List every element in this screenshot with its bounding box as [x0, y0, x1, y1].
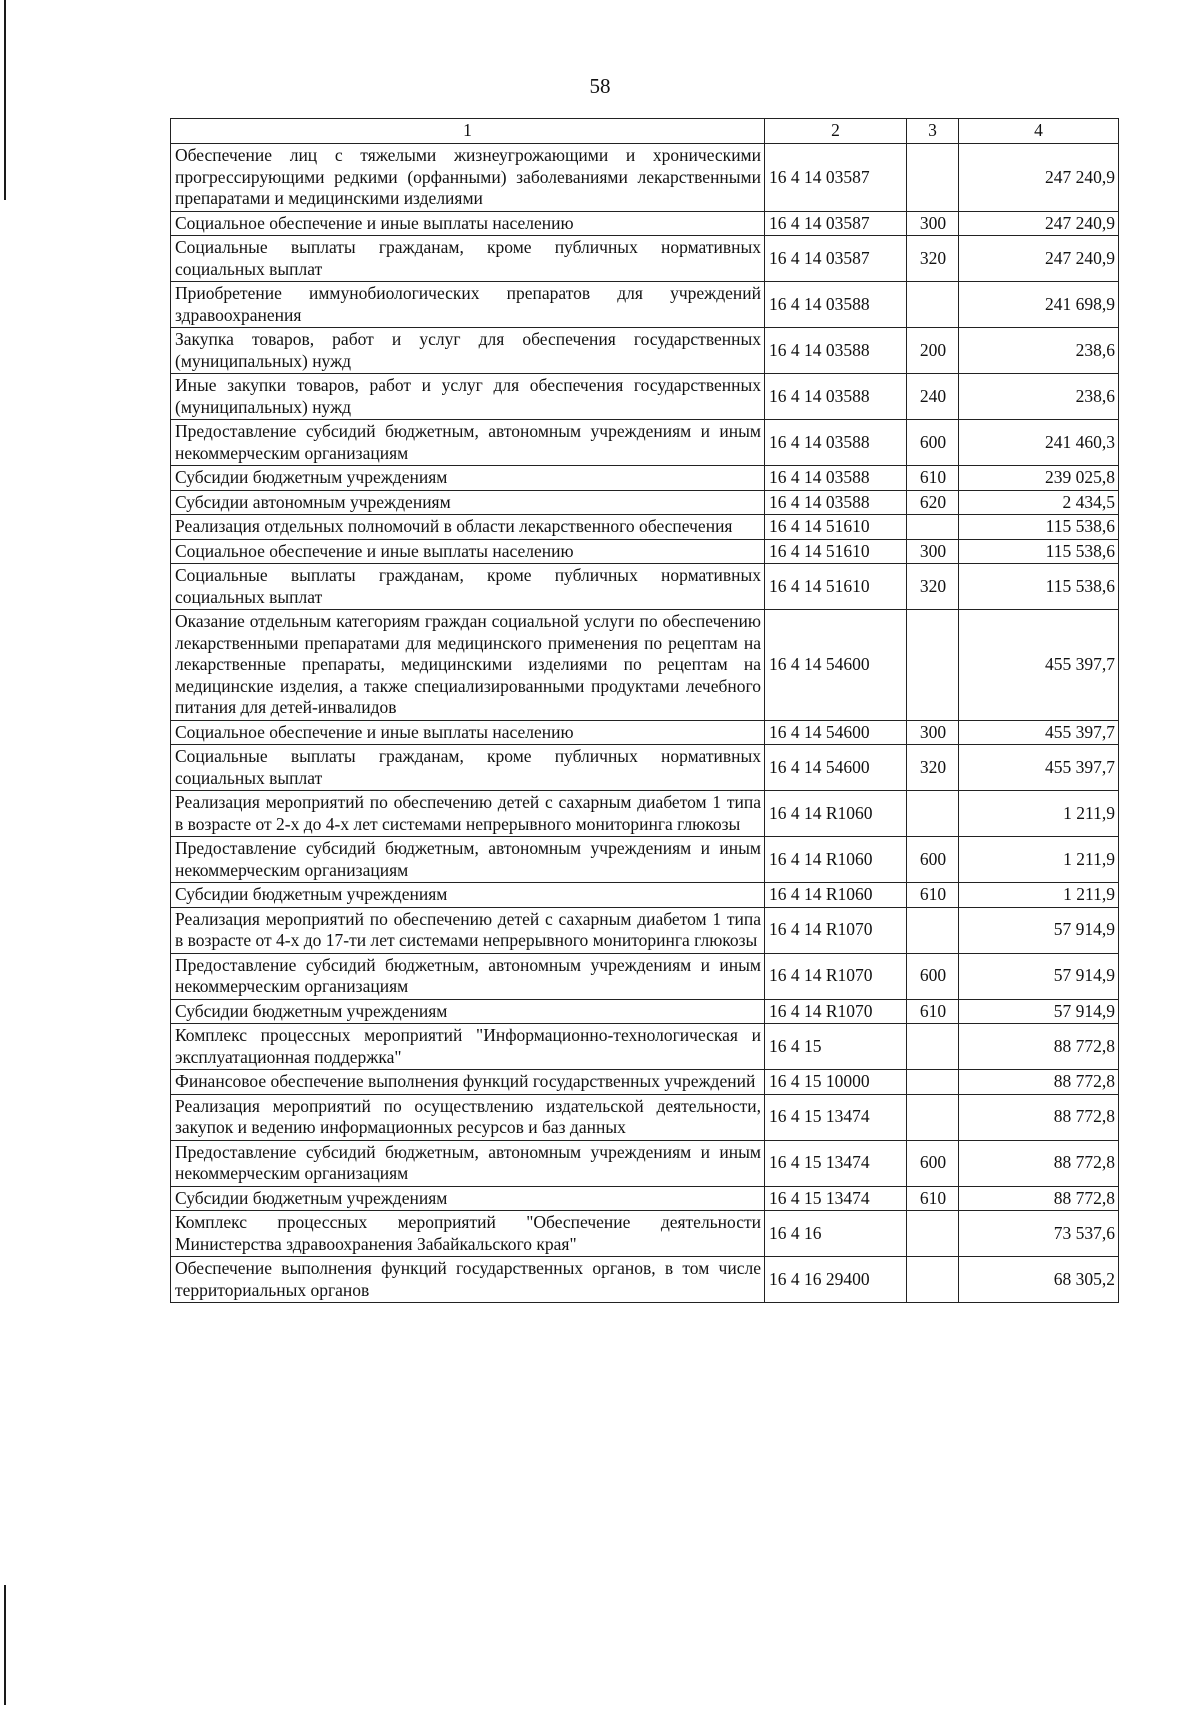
row-name-cell: Субсидии бюджетным учреждениям [171, 466, 765, 491]
row-kvr-cell: 600 [907, 953, 959, 999]
row-name-cell: Субсидии бюджетным учреждениям [171, 1186, 765, 1211]
table-row [171, 420, 1119, 466]
table-row [171, 1211, 1119, 1257]
row-kvr-cell: 320 [907, 745, 959, 791]
row-kvr-cell [907, 1094, 959, 1140]
row-code-cell: 16 4 14 03587 [765, 236, 907, 282]
row-name-cell: Обеспечение лиц с тяжелыми жизнеугрожающими и хроническими прогрессирующими редкими (орфанными) заболеваниями лекарственными препаратами и медицинскими изделиями [171, 144, 765, 212]
row-kvr-cell [907, 791, 959, 837]
row-name-cell: Комплекс процессных мероприятий "Обеспечение деятельности Министерства здравоохранения Забайкальского края" [171, 1211, 765, 1257]
row-amount-cell: 1 211,9 [959, 791, 1119, 837]
table-row [171, 907, 1119, 953]
row-code-cell: 16 4 14 R1060 [765, 791, 907, 837]
row-kvr-cell: 300 [907, 211, 959, 236]
column-header-name: 1 [171, 119, 765, 144]
row-name-cell: Обеспечение выполнения функций государственных органов, в том числе территориальных органов [171, 1257, 765, 1303]
table-row [171, 999, 1119, 1024]
row-kvr-cell [907, 610, 959, 721]
table-row [171, 610, 1119, 721]
row-kvr-cell: 620 [907, 490, 959, 515]
table-row [171, 328, 1119, 374]
table-row [171, 1024, 1119, 1070]
row-amount-cell: 238,6 [959, 328, 1119, 374]
row-kvr-cell [907, 282, 959, 328]
row-code-cell: 16 4 14 03588 [765, 466, 907, 491]
row-name-cell: Реализация отдельных полномочий в области лекарственного обеспечения [171, 515, 765, 540]
row-amount-cell: 247 240,9 [959, 211, 1119, 236]
column-header-code: 2 [765, 119, 907, 144]
row-amount-cell: 88 772,8 [959, 1140, 1119, 1186]
row-name-cell: Социальное обеспечение и иные выплаты населению [171, 720, 765, 745]
row-name-cell: Иные закупки товаров, работ и услуг для обеспечения государственных (муниципальных) нужд [171, 374, 765, 420]
row-kvr-cell [907, 1070, 959, 1095]
row-kvr-cell: 600 [907, 420, 959, 466]
table-row [171, 144, 1119, 212]
row-code-cell: 16 4 15 10000 [765, 1070, 907, 1095]
row-kvr-cell: 320 [907, 564, 959, 610]
row-code-cell: 16 4 14 03588 [765, 282, 907, 328]
row-kvr-cell: 300 [907, 720, 959, 745]
row-amount-cell: 88 772,8 [959, 1024, 1119, 1070]
row-code-cell: 16 4 14 54600 [765, 745, 907, 791]
row-code-cell: 16 4 15 13474 [765, 1186, 907, 1211]
row-amount-cell: 88 772,8 [959, 1070, 1119, 1095]
row-kvr-cell: 610 [907, 999, 959, 1024]
row-amount-cell: 73 537,6 [959, 1211, 1119, 1257]
row-code-cell: 16 4 15 13474 [765, 1140, 907, 1186]
row-amount-cell: 57 914,9 [959, 999, 1119, 1024]
row-code-cell: 16 4 14 51610 [765, 539, 907, 564]
row-amount-cell: 247 240,9 [959, 144, 1119, 212]
table-row [171, 1070, 1119, 1095]
row-name-cell: Реализация мероприятий по осуществлению издательской деятельности, закупок и ведению информационных ресурсов и баз данных [171, 1094, 765, 1140]
row-code-cell: 16 4 14 R1070 [765, 953, 907, 999]
scan-edge-mark [4, 1585, 6, 1705]
row-code-cell: 16 4 14 03588 [765, 374, 907, 420]
column-header-amount: 4 [959, 119, 1119, 144]
row-kvr-cell: 600 [907, 1140, 959, 1186]
row-name-cell: Социальное обеспечение и иные выплаты населению [171, 211, 765, 236]
row-name-cell: Реализация мероприятий по обеспечению детей с сахарным диабетом 1 типа в возрасте от 4-х до 17-ти лет системами непрерывного мониторинга глюкозы [171, 907, 765, 953]
row-amount-cell: 241 460,3 [959, 420, 1119, 466]
row-name-cell: Предоставление субсидий бюджетным, автономным учреждениям и иным некоммерческим организациям [171, 837, 765, 883]
row-kvr-cell [907, 1211, 959, 1257]
table-row [171, 211, 1119, 236]
row-kvr-cell: 200 [907, 328, 959, 374]
table-row [171, 539, 1119, 564]
row-code-cell: 16 4 15 13474 [765, 1094, 907, 1140]
row-amount-cell: 239 025,8 [959, 466, 1119, 491]
table-row [171, 791, 1119, 837]
row-kvr-cell: 240 [907, 374, 959, 420]
row-kvr-cell [907, 1257, 959, 1303]
row-name-cell: Социальные выплаты гражданам, кроме публичных нормативных социальных выплат [171, 236, 765, 282]
row-name-cell: Закупка товаров, работ и услуг для обеспечения государственных (муниципальных) нужд [171, 328, 765, 374]
scan-edge-mark [4, 0, 6, 200]
row-name-cell: Социальные выплаты гражданам, кроме публичных нормативных социальных выплат [171, 564, 765, 610]
row-name-cell: Реализация мероприятий по обеспечению детей с сахарным диабетом 1 типа в возрасте от 2-х до 4-х лет системами непрерывного мониторинга глюкозы [171, 791, 765, 837]
row-amount-cell: 88 772,8 [959, 1186, 1119, 1211]
table-row [171, 883, 1119, 908]
table-row [171, 1094, 1119, 1140]
row-name-cell: Финансовое обеспечение выполнения функций государственных учреждений [171, 1070, 765, 1095]
row-kvr-cell [907, 907, 959, 953]
row-amount-cell: 68 305,2 [959, 1257, 1119, 1303]
row-code-cell: 16 4 15 [765, 1024, 907, 1070]
row-amount-cell: 115 538,6 [959, 564, 1119, 610]
table-row [171, 564, 1119, 610]
row-amount-cell: 455 397,7 [959, 720, 1119, 745]
table-row [171, 466, 1119, 491]
row-amount-cell: 57 914,9 [959, 907, 1119, 953]
table-row [171, 745, 1119, 791]
row-code-cell: 16 4 14 03587 [765, 211, 907, 236]
table-row [171, 515, 1119, 540]
row-code-cell: 16 4 14 54600 [765, 610, 907, 721]
row-name-cell: Социальное обеспечение и иные выплаты населению [171, 539, 765, 564]
row-name-cell: Предоставление субсидий бюджетным, автономным учреждениям и иным некоммерческим организациям [171, 953, 765, 999]
row-kvr-cell: 610 [907, 883, 959, 908]
row-code-cell: 16 4 14 R1060 [765, 837, 907, 883]
row-name-cell: Субсидии автономным учреждениям [171, 490, 765, 515]
table-body [171, 144, 1119, 1303]
table-row [171, 1140, 1119, 1186]
row-amount-cell: 238,6 [959, 374, 1119, 420]
table-header-row [171, 119, 1119, 144]
row-amount-cell: 455 397,7 [959, 745, 1119, 791]
row-code-cell: 16 4 14 R1070 [765, 999, 907, 1024]
row-amount-cell: 88 772,8 [959, 1094, 1119, 1140]
row-name-cell: Субсидии бюджетным учреждениям [171, 883, 765, 908]
table-row [171, 1186, 1119, 1211]
row-code-cell: 16 4 16 [765, 1211, 907, 1257]
table-row [171, 490, 1119, 515]
row-code-cell: 16 4 14 51610 [765, 564, 907, 610]
row-name-cell: Социальные выплаты гражданам, кроме публичных нормативных социальных выплат [171, 745, 765, 791]
row-code-cell: 16 4 14 51610 [765, 515, 907, 540]
budget-table [170, 118, 1119, 1303]
row-code-cell: 16 4 14 54600 [765, 720, 907, 745]
row-code-cell: 16 4 14 R1060 [765, 883, 907, 908]
page-number: 58 [589, 74, 611, 98]
table-row [171, 236, 1119, 282]
row-amount-cell: 115 538,6 [959, 515, 1119, 540]
row-kvr-cell [907, 1024, 959, 1070]
row-amount-cell: 1 211,9 [959, 883, 1119, 908]
row-kvr-cell: 610 [907, 466, 959, 491]
row-kvr-cell: 610 [907, 1186, 959, 1211]
row-amount-cell: 2 434,5 [959, 490, 1119, 515]
row-amount-cell: 57 914,9 [959, 953, 1119, 999]
row-name-cell: Оказание отдельным категориям граждан социальной услуги по обеспечению лекарственными препаратами для медицинского применения по рецептам на лекарственные препараты, медицинскими изделиями по рецептам на медицинские изделия, а также специализированными продуктами лечебного питания для детей-инвалидов [171, 610, 765, 721]
row-name-cell: Комплекс процессных мероприятий "Информационно-технологическая и эксплуатационная поддержка" [171, 1024, 765, 1070]
row-amount-cell: 247 240,9 [959, 236, 1119, 282]
table-row [171, 720, 1119, 745]
row-code-cell: 16 4 14 03587 [765, 144, 907, 212]
table-row [171, 953, 1119, 999]
row-code-cell: 16 4 14 03588 [765, 490, 907, 515]
row-amount-cell: 241 698,9 [959, 282, 1119, 328]
row-name-cell: Предоставление субсидий бюджетным, автономным учреждениям и иным некоммерческим организациям [171, 1140, 765, 1186]
table-row [171, 1257, 1119, 1303]
row-code-cell: 16 4 16 29400 [765, 1257, 907, 1303]
row-code-cell: 16 4 14 03588 [765, 328, 907, 374]
row-code-cell: 16 4 14 03588 [765, 420, 907, 466]
row-kvr-cell: 600 [907, 837, 959, 883]
column-header-kvr: 3 [907, 119, 959, 144]
row-kvr-cell [907, 515, 959, 540]
row-amount-cell: 455 397,7 [959, 610, 1119, 721]
row-name-cell: Субсидии бюджетным учреждениям [171, 999, 765, 1024]
row-kvr-cell: 300 [907, 539, 959, 564]
row-kvr-cell: 320 [907, 236, 959, 282]
row-code-cell: 16 4 14 R1070 [765, 907, 907, 953]
row-name-cell: Предоставление субсидий бюджетным, автономным учреждениям и иным некоммерческим организациям [171, 420, 765, 466]
row-amount-cell: 115 538,6 [959, 539, 1119, 564]
table-row [171, 374, 1119, 420]
row-kvr-cell [907, 144, 959, 212]
row-name-cell: Приобретение иммунобиологических препаратов для учреждений здравоохранения [171, 282, 765, 328]
table-row [171, 837, 1119, 883]
table-row [171, 282, 1119, 328]
row-amount-cell: 1 211,9 [959, 837, 1119, 883]
